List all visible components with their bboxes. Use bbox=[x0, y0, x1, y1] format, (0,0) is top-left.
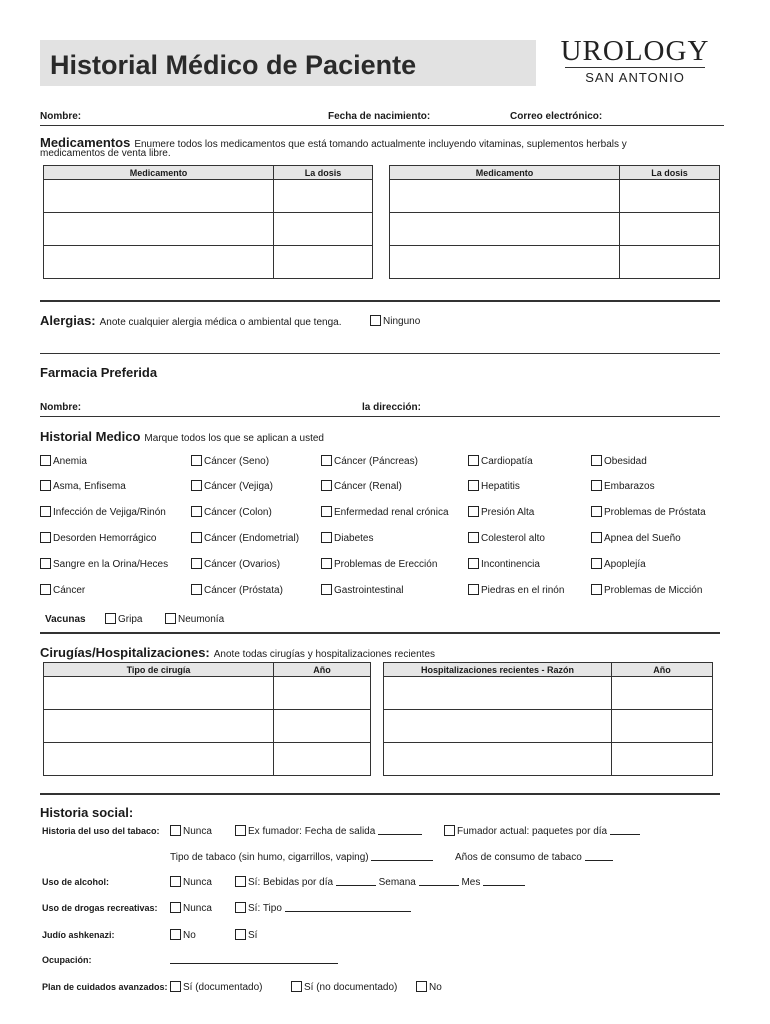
history-condition-option[interactable] bbox=[191, 532, 299, 544]
history-condition-checkbox[interactable] bbox=[321, 584, 332, 595]
vaccine-pneumonia-checkbox[interactable] bbox=[165, 613, 176, 624]
history-condition-label: Cáncer (Páncreas) bbox=[334, 456, 418, 467]
history-condition-checkbox[interactable] bbox=[591, 455, 602, 466]
history-condition-label: Anemia bbox=[53, 456, 87, 467]
history-condition-label: Desorden Hemorrágico bbox=[53, 533, 157, 544]
drugs-never-label: Nunca bbox=[183, 903, 212, 914]
page-title: Historial Médico de Paciente bbox=[50, 50, 417, 80]
history-condition-option[interactable] bbox=[468, 455, 533, 467]
dose-cell[interactable] bbox=[620, 246, 720, 279]
section-divider bbox=[40, 353, 720, 354]
pharmacy-name-label: Nombre: bbox=[40, 402, 82, 413]
history-condition-checkbox[interactable] bbox=[321, 480, 332, 491]
history-condition-option[interactable] bbox=[321, 506, 449, 518]
medications-table-right bbox=[389, 165, 720, 279]
history-condition-option[interactable] bbox=[468, 558, 540, 570]
section-divider bbox=[40, 300, 720, 302]
history-condition-label: Apoplejía bbox=[604, 559, 646, 570]
history-condition-label: Cáncer (Próstata) bbox=[204, 585, 283, 596]
tobacco-former-checkbox[interactable] bbox=[235, 825, 246, 836]
pharmacy-title: Farmacia Preferida bbox=[40, 365, 158, 380]
tobacco-type-label: Tipo de tabaco (sin humo, cigarrillos, vaping) bbox=[170, 852, 369, 863]
alcohol-never-label: Nunca bbox=[183, 877, 212, 888]
med-cell[interactable] bbox=[390, 246, 620, 279]
alcohol-never-checkbox[interactable] bbox=[170, 876, 181, 887]
logo-rule bbox=[565, 67, 705, 68]
history-condition-option[interactable] bbox=[191, 584, 283, 596]
dose-cell[interactable] bbox=[620, 213, 720, 246]
drugs-yes-option[interactable] bbox=[235, 902, 411, 914]
dose-col-header: La dosis bbox=[620, 166, 720, 180]
allergies-heading bbox=[40, 313, 341, 328]
dose-cell[interactable] bbox=[274, 213, 373, 246]
history-condition-checkbox[interactable] bbox=[191, 584, 202, 595]
social-title: Historia social: bbox=[40, 805, 134, 820]
jewish-no-option[interactable] bbox=[170, 929, 196, 941]
history-condition-option[interactable] bbox=[40, 558, 168, 570]
history-condition-checkbox[interactable] bbox=[468, 584, 479, 595]
medications-instructions-cont: medicamentos de venta libre. bbox=[40, 148, 171, 159]
hospitalization-reason-header: Hospitalizaciones recientes - Razón bbox=[384, 663, 612, 677]
directive-label: Plan de cuidados avanzados: bbox=[42, 982, 168, 992]
medications-instructions: Enumere todos los medicamentos que está tomando actualmente incluyendo vitaminas, suplementos herbals y bbox=[134, 139, 627, 150]
tobacco-never-label: Nunca bbox=[183, 826, 212, 837]
directive-yes-doc-label: Sí (documentado) bbox=[183, 982, 263, 993]
occupation-label: Ocupación: bbox=[42, 955, 92, 965]
history-condition-label: Cáncer (Renal) bbox=[334, 481, 402, 492]
history-condition-label: Cáncer (Ovarios) bbox=[204, 559, 281, 570]
med-cell[interactable] bbox=[44, 180, 274, 213]
vaccines-label: Vacunas bbox=[45, 614, 86, 625]
alcohol-yes-option[interactable] bbox=[235, 876, 525, 888]
history-condition-label: Incontinencia bbox=[481, 559, 540, 570]
history-condition-option[interactable] bbox=[468, 584, 564, 596]
name-label: Nombre: bbox=[40, 111, 82, 122]
surgery-type-cell[interactable] bbox=[44, 677, 274, 710]
history-condition-checkbox[interactable] bbox=[321, 558, 332, 569]
history-condition-checkbox[interactable] bbox=[191, 480, 202, 491]
history-condition-checkbox[interactable] bbox=[468, 480, 479, 491]
history-condition-option[interactable] bbox=[321, 480, 402, 492]
med-cell[interactable] bbox=[390, 180, 620, 213]
patient-line bbox=[40, 125, 724, 126]
allergies-title: Alergias: bbox=[40, 313, 96, 328]
directive-yes-doc-option[interactable] bbox=[170, 981, 263, 993]
tobacco-packs-field[interactable] bbox=[610, 825, 640, 835]
hospitalization-year-header: Año bbox=[612, 663, 713, 677]
history-condition-option[interactable] bbox=[321, 455, 418, 467]
history-condition-option[interactable] bbox=[321, 558, 437, 570]
jewish-yes-option[interactable] bbox=[235, 929, 257, 941]
history-condition-option[interactable] bbox=[40, 480, 126, 492]
jewish-yes-label: Sí bbox=[248, 930, 258, 941]
history-condition-label: Cardiopatía bbox=[481, 456, 533, 467]
hospitalization-reason-cell[interactable] bbox=[384, 677, 612, 710]
med-cell[interactable] bbox=[44, 246, 274, 279]
dose-col-header: La dosis bbox=[274, 166, 373, 180]
history-condition-option[interactable] bbox=[191, 506, 272, 518]
history-condition-label: Presión Alta bbox=[481, 507, 535, 518]
jewish-no-label: No bbox=[183, 930, 196, 941]
history-condition-option[interactable] bbox=[591, 480, 655, 492]
dose-cell[interactable] bbox=[274, 180, 373, 213]
directive-no-option[interactable] bbox=[416, 981, 442, 993]
allergies-none-option[interactable] bbox=[370, 315, 420, 327]
history-condition-label: Enfermedad renal crónica bbox=[334, 507, 449, 518]
directive-yes-nodoc-checkbox[interactable] bbox=[291, 981, 302, 992]
hospitalization-reason-cell[interactable] bbox=[384, 743, 612, 776]
logo-line1: UROLOGY bbox=[560, 35, 710, 67]
tobacco-never-checkbox[interactable] bbox=[170, 825, 181, 836]
tobacco-never-option[interactable] bbox=[170, 825, 212, 837]
history-condition-option[interactable] bbox=[591, 506, 706, 518]
history-condition-label: Apnea del Sueño bbox=[604, 533, 681, 544]
history-condition-checkbox[interactable] bbox=[40, 584, 51, 595]
history-condition-option[interactable] bbox=[40, 532, 156, 544]
history-condition-option[interactable] bbox=[40, 584, 85, 596]
surgeries-heading bbox=[40, 645, 435, 660]
title-bar bbox=[40, 40, 536, 86]
med-cell[interactable] bbox=[44, 213, 274, 246]
section-divider bbox=[40, 632, 720, 634]
history-condition-label: Problemas de Erección bbox=[334, 559, 438, 570]
history-condition-checkbox[interactable] bbox=[321, 506, 332, 517]
tobacco-current-label: Fumador actual: paquetes por día bbox=[457, 826, 608, 837]
surgery-year-header: Año bbox=[274, 663, 371, 677]
jewish-no-checkbox[interactable] bbox=[170, 929, 181, 940]
history-condition-option[interactable] bbox=[191, 480, 273, 492]
tobacco-label: Historia del uso del tabaco: bbox=[42, 826, 160, 836]
logo bbox=[555, 36, 715, 86]
tobacco-quit-date-field[interactable] bbox=[378, 825, 422, 835]
medications-table-left bbox=[43, 165, 373, 279]
history-condition-checkbox[interactable] bbox=[40, 558, 51, 569]
tobacco-former-label: Ex fumador: Fecha de salida bbox=[248, 826, 376, 837]
vaccine-pneumonia-label: Neumonía bbox=[178, 614, 225, 625]
history-condition-label: Infección de Vejiga/Rinón bbox=[53, 507, 166, 518]
directive-yes-nodoc-option[interactable] bbox=[291, 981, 397, 993]
tobacco-years-row bbox=[455, 851, 613, 863]
tobacco-years-label: Años de consumo de tabaco bbox=[455, 852, 582, 863]
directive-yes-doc-checkbox[interactable] bbox=[170, 981, 181, 992]
drugs-yes-label: Sí: Tipo bbox=[248, 903, 282, 914]
history-condition-label: Problemas de Próstata bbox=[604, 507, 706, 518]
surgery-type-cell[interactable] bbox=[44, 743, 274, 776]
history-condition-checkbox[interactable] bbox=[591, 480, 602, 491]
tobacco-years-field[interactable] bbox=[585, 851, 613, 861]
directive-yes-nodoc-label: Sí (no documentado) bbox=[304, 982, 398, 993]
history-condition-label: Cáncer (Colon) bbox=[204, 507, 272, 518]
history-condition-option[interactable] bbox=[591, 455, 647, 467]
history-condition-label: Embarazos bbox=[604, 481, 655, 492]
history-condition-checkbox[interactable] bbox=[468, 506, 479, 517]
history-title: Historial Medico bbox=[40, 429, 141, 444]
history-condition-label: Cáncer (Endometrial) bbox=[204, 533, 300, 544]
drugs-yes-checkbox[interactable] bbox=[235, 902, 246, 913]
history-subtitle: Marque todos los que se aplican a usted bbox=[144, 433, 324, 444]
vaccine-flu-checkbox[interactable] bbox=[105, 613, 116, 624]
drugs-never-option[interactable] bbox=[170, 902, 212, 914]
surgery-year-cell[interactable] bbox=[274, 743, 371, 776]
email-label: Correo electrónico: bbox=[510, 111, 603, 122]
history-condition-checkbox[interactable] bbox=[591, 584, 602, 595]
history-condition-checkbox[interactable] bbox=[191, 532, 202, 543]
history-condition-checkbox[interactable] bbox=[191, 558, 202, 569]
hospitalization-year-cell[interactable] bbox=[612, 710, 713, 743]
hospitalization-year-cell[interactable] bbox=[612, 743, 713, 776]
logo-line2: SAN ANTONIO bbox=[585, 70, 685, 85]
history-condition-label: Sangre en la Orina/Heces bbox=[53, 559, 169, 570]
history-condition-checkbox[interactable] bbox=[468, 532, 479, 543]
history-condition-label: Hepatitis bbox=[481, 481, 520, 492]
directive-no-checkbox[interactable] bbox=[416, 981, 427, 992]
history-heading bbox=[40, 429, 324, 444]
allergies-none-label: Ninguno bbox=[383, 316, 421, 327]
alcohol-month-label: Mes bbox=[461, 877, 481, 888]
directive-no-label: No bbox=[429, 982, 442, 993]
history-condition-option[interactable] bbox=[591, 558, 646, 570]
surgeries-table bbox=[43, 662, 371, 776]
history-condition-label: Cáncer (Vejiga) bbox=[204, 481, 273, 492]
allergies-none-checkbox[interactable] bbox=[370, 315, 381, 326]
history-condition-label: Cáncer (Seno) bbox=[204, 456, 270, 467]
surgeries-title: Cirugías/Hospitalizaciones: bbox=[40, 645, 210, 660]
history-condition-label: Diabetes bbox=[334, 533, 374, 544]
dose-cell[interactable] bbox=[620, 180, 720, 213]
occupation-field[interactable] bbox=[170, 963, 338, 964]
history-condition-option[interactable] bbox=[321, 584, 403, 596]
drugs-type-field[interactable] bbox=[285, 902, 411, 912]
med-cell[interactable] bbox=[390, 213, 620, 246]
drugs-never-checkbox[interactable] bbox=[170, 902, 181, 913]
history-condition-checkbox[interactable] bbox=[191, 455, 202, 466]
alcohol-yes-label: Sí: Bebidas por día bbox=[248, 877, 334, 888]
history-condition-label: Asma, Enfisema bbox=[53, 481, 126, 492]
history-condition-label: Piedras en el rinón bbox=[481, 585, 565, 596]
surgery-year-cell[interactable] bbox=[274, 677, 371, 710]
history-condition-label: Cáncer bbox=[53, 585, 86, 596]
history-condition-label: Colesterol alto bbox=[481, 533, 545, 544]
history-condition-option[interactable] bbox=[468, 480, 520, 492]
history-condition-checkbox[interactable] bbox=[321, 532, 332, 543]
history-condition-checkbox[interactable] bbox=[591, 506, 602, 517]
vaccine-flu-label: Gripa bbox=[118, 614, 143, 625]
history-condition-checkbox[interactable] bbox=[321, 455, 332, 466]
surgeries-instructions: Anote todas cirugías y hospitalizaciones recientes bbox=[213, 649, 436, 660]
alcohol-per-week-field[interactable] bbox=[419, 876, 459, 886]
med-col-header: Medicamento bbox=[44, 166, 274, 180]
history-condition-option[interactable] bbox=[591, 584, 702, 596]
alcohol-never-option[interactable] bbox=[170, 876, 212, 888]
medications-title: Medicamentos bbox=[40, 135, 131, 150]
history-condition-option[interactable] bbox=[468, 506, 534, 518]
history-condition-checkbox[interactable] bbox=[40, 532, 51, 543]
drugs-label: Uso de drogas recreativas: bbox=[42, 903, 158, 913]
dob-label: Fecha de nacimiento: bbox=[328, 111, 431, 122]
hospitalization-year-cell[interactable] bbox=[612, 677, 713, 710]
tobacco-current-option[interactable] bbox=[444, 825, 640, 837]
history-condition-option[interactable] bbox=[191, 558, 280, 570]
alcohol-yes-checkbox[interactable] bbox=[235, 876, 246, 887]
history-condition-checkbox[interactable] bbox=[591, 558, 602, 569]
tobacco-type-field[interactable] bbox=[371, 851, 433, 861]
history-condition-checkbox[interactable] bbox=[40, 506, 51, 517]
history-condition-option[interactable] bbox=[468, 532, 545, 544]
history-condition-checkbox[interactable] bbox=[40, 455, 51, 466]
alcohol-per-month-field[interactable] bbox=[483, 876, 525, 886]
history-condition-option[interactable] bbox=[591, 532, 681, 544]
history-condition-option[interactable] bbox=[40, 506, 166, 518]
history-condition-checkbox[interactable] bbox=[591, 532, 602, 543]
dose-cell[interactable] bbox=[274, 246, 373, 279]
alcohol-week-label: Semana bbox=[378, 877, 416, 888]
history-condition-checkbox[interactable] bbox=[468, 558, 479, 569]
history-condition-label: Gastrointestinal bbox=[334, 585, 404, 596]
history-condition-option[interactable] bbox=[321, 532, 373, 544]
history-condition-label: Problemas de Micción bbox=[604, 585, 703, 596]
jewish-yes-checkbox[interactable] bbox=[235, 929, 246, 940]
hospitalization-reason-cell[interactable] bbox=[384, 710, 612, 743]
tobacco-current-checkbox[interactable] bbox=[444, 825, 455, 836]
tobacco-type-row bbox=[170, 851, 433, 863]
history-condition-checkbox[interactable] bbox=[191, 506, 202, 517]
med-col-header: Medicamento bbox=[390, 166, 620, 180]
pharmacy-address-label: la dirección: bbox=[362, 402, 421, 413]
history-condition-option[interactable] bbox=[191, 455, 269, 467]
pharmacy-line bbox=[40, 416, 720, 417]
alcohol-per-day-field[interactable] bbox=[336, 876, 376, 886]
history-condition-option[interactable] bbox=[40, 455, 87, 467]
history-condition-label: Obesidad bbox=[604, 456, 647, 467]
surgery-type-header: Tipo de cirugía bbox=[44, 663, 274, 677]
history-condition-checkbox[interactable] bbox=[468, 455, 479, 466]
hospitalizations-table bbox=[383, 662, 713, 776]
vaccine-flu-option[interactable] bbox=[105, 613, 142, 625]
surgery-year-cell[interactable] bbox=[274, 710, 371, 743]
vaccine-pneumonia-option[interactable] bbox=[165, 613, 224, 625]
alcohol-label: Uso de alcohol: bbox=[42, 877, 110, 887]
surgery-type-cell[interactable] bbox=[44, 710, 274, 743]
tobacco-former-option[interactable] bbox=[235, 825, 422, 837]
section-divider bbox=[40, 793, 720, 795]
allergies-instructions: Anote cualquier alergia médica o ambiental que tenga. bbox=[99, 317, 342, 328]
history-condition-checkbox[interactable] bbox=[40, 480, 51, 491]
jewish-label: Judío ashkenazi: bbox=[42, 930, 115, 940]
